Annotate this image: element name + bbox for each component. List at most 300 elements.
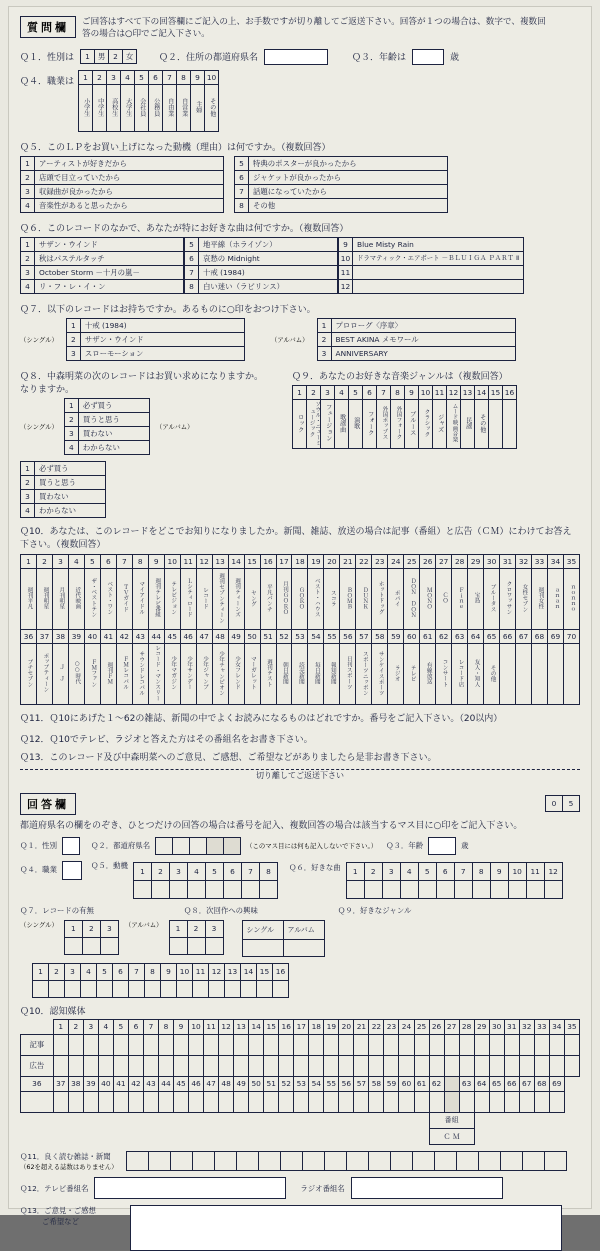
q10-item[interactable]: [468, 644, 484, 705]
q10-num[interactable]: 34: [547, 555, 563, 569]
a6-cell[interactable]: 9: [490, 862, 508, 880]
q8-option[interactable]: わからない: [35, 503, 106, 517]
a10-mark[interactable]: [384, 1055, 399, 1076]
q5-num[interactable]: 4: [21, 198, 35, 212]
q6-option[interactable]: 哀愁の Midnight: [199, 251, 338, 265]
q10-item[interactable]: [547, 644, 563, 705]
q9-num[interactable]: 3: [321, 385, 335, 399]
q10-item[interactable]: [372, 569, 388, 630]
q9-num[interactable]: 5: [349, 385, 363, 399]
q10-item[interactable]: [84, 569, 100, 630]
q10-num[interactable]: 15: [244, 555, 260, 569]
q7-option[interactable]: BEST AKINA メモワール: [331, 332, 515, 346]
a5-mark[interactable]: [151, 880, 169, 898]
q10-item[interactable]: [563, 569, 579, 630]
q10-item[interactable]: [36, 644, 52, 705]
q7-num[interactable]: 1: [317, 318, 331, 332]
q10-num[interactable]: 5: [84, 555, 100, 569]
a9-cell[interactable]: 1: [33, 963, 49, 980]
q10-num[interactable]: 2: [36, 555, 52, 569]
q9-num[interactable]: 9: [405, 385, 419, 399]
a10-mark[interactable]: [339, 1055, 354, 1076]
a10-mark[interactable]: [399, 1034, 414, 1055]
a10-mark[interactable]: [459, 1034, 474, 1055]
a10-mark[interactable]: [219, 1034, 234, 1055]
q10-item[interactable]: [484, 644, 500, 705]
a10-mark[interactable]: [429, 1091, 444, 1112]
q4-num[interactable]: 4: [121, 70, 135, 84]
q10-num[interactable]: 48: [212, 630, 228, 644]
a10-mark[interactable]: [369, 1034, 384, 1055]
q9-num[interactable]: 2: [307, 385, 321, 399]
q10-item[interactable]: [516, 569, 532, 630]
a10-mark[interactable]: [249, 1055, 264, 1076]
a11-cell[interactable]: [523, 1152, 545, 1171]
q1-cell[interactable]: 2: [109, 50, 123, 64]
a11-cell[interactable]: [237, 1152, 259, 1171]
a6-cell[interactable]: 2: [364, 862, 382, 880]
a6-cell[interactable]: 12: [544, 862, 562, 880]
a5-mark[interactable]: [205, 880, 223, 898]
q5-num[interactable]: 2: [21, 170, 35, 184]
q5-option[interactable]: 音楽性があると思ったから: [35, 198, 224, 212]
a9-cell[interactable]: 6: [113, 963, 129, 980]
q8-num[interactable]: 3: [21, 489, 35, 503]
q4-item[interactable]: [93, 84, 107, 131]
q6-option[interactable]: 十戒 (1984): [199, 265, 338, 279]
q4-item[interactable]: [191, 84, 205, 131]
a10-mark[interactable]: [504, 1091, 519, 1112]
q6-num[interactable]: 12: [339, 279, 353, 293]
q8-album-table[interactable]: [20, 461, 106, 518]
q8-num[interactable]: 4: [21, 503, 35, 517]
q7-albums-table[interactable]: [317, 318, 516, 361]
a11-cell[interactable]: [259, 1152, 281, 1171]
a9-cell[interactable]: 10: [177, 963, 193, 980]
a9-mark[interactable]: [129, 980, 145, 997]
q10-num[interactable]: 60: [404, 630, 420, 644]
a5-table[interactable]: [133, 862, 278, 899]
q9-num[interactable]: 1: [293, 385, 307, 399]
q10-item[interactable]: [547, 569, 563, 630]
q6-col1-table[interactable]: [20, 237, 184, 294]
a3-input[interactable]: [428, 837, 456, 855]
q5-option[interactable]: 店頭で目立っていたから: [35, 170, 224, 184]
q4-num[interactable]: 1: [79, 70, 93, 84]
q10-item[interactable]: [276, 644, 292, 705]
q10-num[interactable]: 40: [84, 630, 100, 644]
a10-mark[interactable]: [399, 1055, 414, 1076]
q6-option[interactable]: [353, 279, 524, 293]
a10-mark[interactable]: [294, 1034, 309, 1055]
q10-item[interactable]: [180, 569, 196, 630]
a10-mark[interactable]: [294, 1055, 309, 1076]
q9-item[interactable]: [307, 399, 321, 448]
q10-item[interactable]: [148, 644, 164, 705]
a6-mark[interactable]: [382, 880, 400, 898]
a7-mark[interactable]: [187, 937, 205, 954]
a10-mark[interactable]: [324, 1034, 339, 1055]
q9-num[interactable]: 13: [461, 385, 475, 399]
a9-mark[interactable]: [33, 980, 49, 997]
q10-num[interactable]: 32: [516, 555, 532, 569]
a6-mark[interactable]: [526, 880, 544, 898]
a5-mark[interactable]: [133, 880, 151, 898]
q9-table[interactable]: [292, 385, 517, 449]
a10-mark[interactable]: [444, 1034, 459, 1055]
q10-num[interactable]: 69: [547, 630, 563, 644]
q7-num[interactable]: 2: [66, 332, 80, 346]
a10-mark[interactable]: [53, 1034, 68, 1055]
a10-mark[interactable]: [113, 1055, 128, 1076]
a10-mark[interactable]: [128, 1055, 143, 1076]
a10-mark[interactable]: [83, 1055, 98, 1076]
q10-item[interactable]: [244, 644, 260, 705]
q10-item[interactable]: [132, 644, 148, 705]
a5-cell[interactable]: 1: [133, 862, 151, 880]
a9-cell[interactable]: 16: [273, 963, 289, 980]
a7-cell[interactable]: 2: [187, 920, 205, 937]
a6-cell[interactable]: 4: [400, 862, 418, 880]
q10-item[interactable]: [372, 644, 388, 705]
q9-item[interactable]: [503, 399, 517, 448]
q10-num[interactable]: 52: [276, 630, 292, 644]
a9-mark[interactable]: [113, 980, 129, 997]
a10-mark[interactable]: [474, 1055, 489, 1076]
q10-item[interactable]: [340, 569, 356, 630]
a10-mark[interactable]: [249, 1091, 264, 1112]
a6-mark[interactable]: [346, 880, 364, 898]
q10-num[interactable]: 30: [484, 555, 500, 569]
a11-table[interactable]: [126, 1151, 567, 1171]
q10-item[interactable]: [68, 644, 84, 705]
a10-mark[interactable]: [519, 1034, 534, 1055]
q10-table[interactable]: [20, 554, 580, 705]
a11-cell[interactable]: [457, 1152, 479, 1171]
q10-num[interactable]: 63: [452, 630, 468, 644]
q8-num[interactable]: 2: [64, 412, 78, 426]
a6-mark[interactable]: [454, 880, 472, 898]
a10-mark[interactable]: [429, 1034, 444, 1055]
q5-option[interactable]: アーティストが好きだから: [35, 156, 224, 170]
q10-num[interactable]: 31: [500, 555, 516, 569]
a10-mark[interactable]: [324, 1091, 339, 1112]
q10-item[interactable]: [196, 644, 212, 705]
a9-mark[interactable]: [209, 980, 225, 997]
a10-mark[interactable]: [53, 1091, 68, 1112]
q10-item[interactable]: [292, 644, 308, 705]
a7-cell[interactable]: 1: [64, 920, 82, 937]
a10-mark[interactable]: [158, 1055, 173, 1076]
a8-table[interactable]: [242, 920, 325, 957]
a10-mark[interactable]: [504, 1055, 519, 1076]
q10-num[interactable]: 22: [356, 555, 372, 569]
a10-mark[interactable]: [534, 1055, 549, 1076]
q10-item[interactable]: [452, 569, 468, 630]
a9-mark[interactable]: [97, 980, 113, 997]
q10-item[interactable]: [356, 569, 372, 630]
a10-mark[interactable]: [459, 1055, 474, 1076]
q10-item[interactable]: [212, 569, 228, 630]
a10-mark[interactable]: [128, 1091, 143, 1112]
a10-mark[interactable]: [444, 1055, 459, 1076]
a8-album-input[interactable]: [283, 939, 324, 956]
a10-mark[interactable]: [174, 1091, 189, 1112]
q10-num[interactable]: 49: [228, 630, 244, 644]
q9-num[interactable]: 16: [503, 385, 517, 399]
a9-mark[interactable]: [145, 980, 161, 997]
q8-option[interactable]: 買わない: [78, 426, 149, 440]
q9-item[interactable]: [349, 399, 363, 448]
a10-mark[interactable]: [204, 1091, 219, 1112]
q10-item[interactable]: [116, 644, 132, 705]
q6-num[interactable]: 3: [21, 265, 35, 279]
a10-mark[interactable]: [279, 1055, 294, 1076]
a9-cell[interactable]: 11: [193, 963, 209, 980]
q10-num[interactable]: 50: [244, 630, 260, 644]
q5-num[interactable]: 1: [21, 156, 35, 170]
q10-num[interactable]: 21: [340, 555, 356, 569]
q10-num[interactable]: 17: [276, 555, 292, 569]
a10-mark[interactable]: [384, 1091, 399, 1112]
a10-mark[interactable]: [549, 1034, 564, 1055]
q10-num[interactable]: 29: [468, 555, 484, 569]
a5-cell[interactable]: 2: [151, 862, 169, 880]
q10-item[interactable]: [260, 644, 276, 705]
q10-item[interactable]: [516, 644, 532, 705]
q6-option[interactable]: [353, 265, 524, 279]
q6-option[interactable]: 白い迷い（ラビリンス）: [199, 279, 338, 293]
a10-mark[interactable]: [143, 1055, 158, 1076]
a11-cell[interactable]: [303, 1152, 325, 1171]
q10-num[interactable]: 62: [436, 630, 452, 644]
q8-num[interactable]: 1: [64, 398, 78, 412]
a9-mark[interactable]: [225, 980, 241, 997]
a9-cell[interactable]: 7: [129, 963, 145, 980]
q5-option[interactable]: その他: [249, 198, 448, 212]
q10-num[interactable]: 6: [100, 555, 116, 569]
a6-mark[interactable]: [490, 880, 508, 898]
a6-mark[interactable]: [400, 880, 418, 898]
a7-mark[interactable]: [100, 937, 118, 954]
a10-mark[interactable]: [399, 1091, 414, 1112]
q10-num[interactable]: 8: [132, 555, 148, 569]
q5-option[interactable]: 特典のポスターが良かったから: [249, 156, 448, 170]
q8-option[interactable]: 必ず買う: [35, 461, 106, 475]
a4-input[interactable]: [62, 861, 82, 880]
a10-mark[interactable]: [504, 1034, 519, 1055]
a6-cell[interactable]: 3: [382, 862, 400, 880]
q10-num[interactable]: 64: [468, 630, 484, 644]
q4-item[interactable]: [121, 84, 135, 131]
a11-cell[interactable]: [215, 1152, 237, 1171]
q6-num[interactable]: 10: [339, 251, 353, 265]
a6-mark[interactable]: [364, 880, 382, 898]
q10-num[interactable]: 3: [52, 555, 68, 569]
a10-mark[interactable]: [174, 1034, 189, 1055]
q10-item[interactable]: [84, 644, 100, 705]
q10-item[interactable]: [436, 569, 452, 630]
a7-mark[interactable]: [205, 937, 223, 954]
a7-cell[interactable]: 2: [82, 920, 100, 937]
a10-mark[interactable]: [174, 1055, 189, 1076]
q9-item[interactable]: [433, 399, 447, 448]
a6-cell[interactable]: 6: [436, 862, 454, 880]
a7-mark[interactable]: [169, 937, 187, 954]
q9-item[interactable]: [335, 399, 349, 448]
q10-num[interactable]: 55: [324, 630, 340, 644]
a10-mark[interactable]: [429, 1055, 444, 1076]
a9-cell[interactable]: 2: [49, 963, 65, 980]
q10-num[interactable]: 12: [196, 555, 212, 569]
q5-option[interactable]: 話題になっていたから: [249, 184, 448, 198]
q10-num[interactable]: 26: [420, 555, 436, 569]
a6-mark[interactable]: [472, 880, 490, 898]
q3-input[interactable]: [412, 49, 444, 65]
q10-item[interactable]: [180, 644, 196, 705]
q9-num[interactable]: 7: [377, 385, 391, 399]
a10-mark[interactable]: [414, 1034, 429, 1055]
q10-num[interactable]: 44: [148, 630, 164, 644]
q10-num[interactable]: 47: [196, 630, 212, 644]
q7-num[interactable]: 3: [317, 346, 331, 360]
a10-mark[interactable]: [204, 1034, 219, 1055]
a5-cell[interactable]: 8: [259, 862, 277, 880]
a10-mark[interactable]: [354, 1091, 369, 1112]
q10-num[interactable]: 67: [516, 630, 532, 644]
a10-mark[interactable]: [489, 1091, 504, 1112]
a10-mark[interactable]: [128, 1034, 143, 1055]
q6-num[interactable]: 9: [339, 237, 353, 251]
q6-num[interactable]: 5: [185, 237, 199, 251]
q10-num[interactable]: 70: [563, 630, 579, 644]
a10-mark[interactable]: [489, 1055, 504, 1076]
a10-mark[interactable]: [98, 1034, 113, 1055]
q1-cell[interactable]: 男: [95, 50, 109, 64]
q10-num[interactable]: 35: [563, 555, 579, 569]
q6-num[interactable]: 11: [339, 265, 353, 279]
q9-item[interactable]: [321, 399, 335, 448]
a13-input[interactable]: [130, 1205, 562, 1251]
q10-num[interactable]: 4: [68, 555, 84, 569]
q7-num[interactable]: 1: [66, 318, 80, 332]
q6-col2-table[interactable]: [184, 237, 338, 294]
a11-cell[interactable]: [369, 1152, 391, 1171]
a10-mark[interactable]: [309, 1055, 324, 1076]
q10-item[interactable]: [212, 644, 228, 705]
a9-cell[interactable]: 12: [209, 963, 225, 980]
a11-cell[interactable]: [479, 1152, 501, 1171]
q10-item[interactable]: [500, 644, 516, 705]
q10-item[interactable]: [260, 569, 276, 630]
q6-col3-table[interactable]: [338, 237, 524, 294]
q7-option[interactable]: プロローグ〈序章〉: [331, 318, 515, 332]
q4-item[interactable]: [79, 84, 93, 131]
a10-mark[interactable]: [564, 1034, 579, 1055]
a7-mark[interactable]: [82, 937, 100, 954]
q10-item[interactable]: [100, 644, 116, 705]
q9-num[interactable]: 10: [419, 385, 433, 399]
q8-num[interactable]: 1: [21, 461, 35, 475]
q8-option[interactable]: 買うと思う: [35, 475, 106, 489]
a10-mark[interactable]: [474, 1091, 489, 1112]
q10-item[interactable]: [388, 644, 404, 705]
a7-mark[interactable]: [64, 937, 82, 954]
a10-mark[interactable]: [68, 1091, 83, 1112]
q10-item[interactable]: [308, 644, 324, 705]
a12-radio-input[interactable]: [351, 1177, 503, 1199]
a10-mark[interactable]: [113, 1091, 128, 1112]
a2-table[interactable]: [155, 837, 241, 855]
q5-option[interactable]: ジャケットが良かったから: [249, 170, 448, 184]
a10-mark[interactable]: [294, 1091, 309, 1112]
a9-mark[interactable]: [81, 980, 97, 997]
a9-mark[interactable]: [273, 980, 289, 997]
q9-item[interactable]: [391, 399, 405, 448]
a9-cell[interactable]: 9: [161, 963, 177, 980]
a10-mark[interactable]: [189, 1055, 204, 1076]
q6-num[interactable]: 4: [21, 279, 35, 293]
q10-item[interactable]: [404, 644, 420, 705]
q10-num[interactable]: 24: [388, 555, 404, 569]
q10-num[interactable]: 59: [388, 630, 404, 644]
q6-option[interactable]: Blue Misty Rain: [353, 237, 524, 251]
a10-mark[interactable]: [519, 1091, 534, 1112]
a12-tv-input[interactable]: [94, 1177, 286, 1199]
a10-mark[interactable]: [279, 1034, 294, 1055]
q4-num[interactable]: 10: [205, 70, 219, 84]
q10-num[interactable]: 68: [532, 630, 548, 644]
q9-num[interactable]: 14: [475, 385, 489, 399]
a10-mark[interactable]: [68, 1034, 83, 1055]
a10-mark[interactable]: [279, 1091, 294, 1112]
q5-num[interactable]: 7: [235, 184, 249, 198]
a2-cell[interactable]: [190, 837, 207, 854]
q6-num[interactable]: 6: [185, 251, 199, 265]
a6-mark[interactable]: [418, 880, 436, 898]
q10-num[interactable]: 65: [484, 630, 500, 644]
q10-item[interactable]: [52, 644, 68, 705]
q6-option[interactable]: 地平線（ホライゾン）: [199, 237, 338, 251]
q10-item[interactable]: [563, 644, 579, 705]
a5-mark[interactable]: [259, 880, 277, 898]
q4-item[interactable]: [135, 84, 149, 131]
q9-item[interactable]: [419, 399, 433, 448]
a5-cell[interactable]: 5: [205, 862, 223, 880]
a10-mark[interactable]: [369, 1055, 384, 1076]
a10-mark[interactable]: [549, 1055, 564, 1076]
a9-mark[interactable]: [49, 980, 65, 997]
a10-table[interactable]: [20, 1019, 580, 1146]
q4-item[interactable]: [149, 84, 163, 131]
q10-num[interactable]: 19: [308, 555, 324, 569]
a10-mark[interactable]: [113, 1034, 128, 1055]
a5-mark[interactable]: [223, 880, 241, 898]
q10-item[interactable]: [292, 569, 308, 630]
q10-num[interactable]: 23: [372, 555, 388, 569]
q10-item[interactable]: [500, 569, 516, 630]
q6-num[interactable]: 8: [185, 279, 199, 293]
q4-item[interactable]: [107, 84, 121, 131]
a10-mark[interactable]: [219, 1091, 234, 1112]
q6-option[interactable]: リ・フ・レ・イ・ン: [35, 279, 184, 293]
a10-mark[interactable]: [234, 1034, 249, 1055]
a11-cell[interactable]: [325, 1152, 347, 1171]
q6-option[interactable]: 秋はパステルタッチ: [35, 251, 184, 265]
q10-item[interactable]: [196, 569, 212, 630]
q10-num[interactable]: 45: [164, 630, 180, 644]
q10-item[interactable]: [468, 569, 484, 630]
